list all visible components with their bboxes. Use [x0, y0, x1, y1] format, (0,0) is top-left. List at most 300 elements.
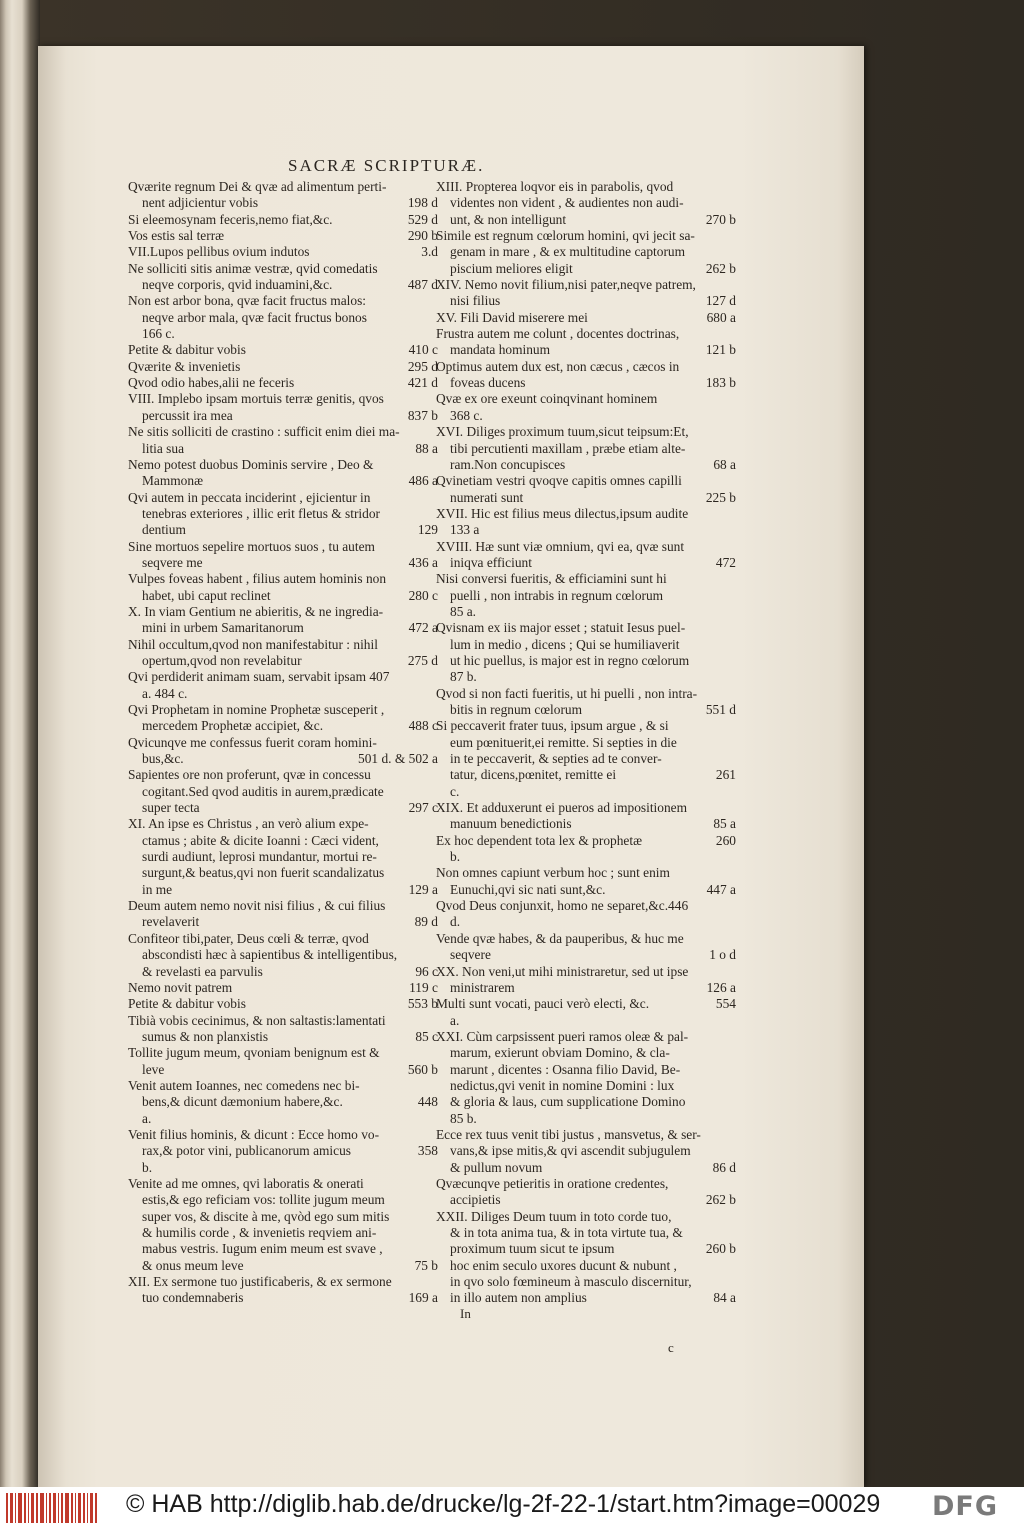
index-entry	[128, 195, 438, 211]
index-entry	[436, 964, 736, 980]
index-entry-text: Mammonæ	[142, 473, 204, 489]
index-entry-text: accipietis	[450, 1192, 501, 1208]
index-entry	[128, 980, 438, 996]
index-entry-text: mercedem Prophetæ accipiet, &c.	[142, 718, 324, 734]
index-entry-ref: 119 c	[409, 979, 438, 995]
index-entry-ref: 96 c	[415, 963, 438, 979]
index-entry-text: Deum autem nemo novit nisi filius , & cui filius	[128, 898, 386, 914]
index-entry	[436, 1013, 736, 1029]
index-entry-text: foveas ducens	[450, 375, 526, 391]
index-entry	[436, 898, 736, 914]
logo-stripe	[61, 1493, 63, 1523]
index-entry	[128, 293, 438, 309]
index-entry	[436, 277, 736, 293]
index-entry	[128, 473, 438, 489]
index-entry	[128, 490, 438, 506]
index-entry	[128, 391, 438, 407]
logo-stripe	[83, 1493, 85, 1523]
index-entry-text: 87 b.	[450, 669, 477, 685]
index-entry-text: ram.Non concupisces	[450, 456, 566, 472]
index-entry-text: Non omnes capiunt verbum hoc ; sunt enim	[436, 865, 670, 881]
book-page	[38, 46, 864, 1487]
index-entry-text: ctamus ; abite & dicite Ioanni : Cæci vident,	[142, 832, 379, 848]
index-entry-text: Ne sitis solliciti de crastino : sufficit enim diei ma-	[128, 424, 400, 440]
index-entry-text: XV. Fili David miserere mei	[436, 309, 588, 325]
index-entry-ref: 290 b	[407, 228, 438, 244]
index-entry	[128, 1062, 438, 1078]
index-entry-text: XIV. Nemo novit filium,nisi pater,neqve patrem,	[436, 277, 696, 293]
index-entry	[128, 555, 438, 571]
index-entry	[436, 391, 736, 407]
index-entry	[436, 408, 736, 424]
index-entry-text: XIX. Et adduxerunt ei pueros ad impositionem	[436, 800, 688, 816]
logo-stripe	[90, 1493, 93, 1523]
index-entry-ref: 486 a	[408, 473, 438, 489]
index-entry-text: Petite & dabitur vobis	[128, 342, 246, 358]
index-entry-ref: 260 b	[705, 1241, 736, 1257]
index-entry	[436, 310, 736, 326]
index-entry	[436, 718, 736, 734]
index-entry-text: Qvicunqve me confessus fuerit coram homini-	[128, 734, 377, 750]
index-entry	[128, 1176, 438, 1192]
index-entry-text: dentium	[142, 522, 186, 538]
index-entry-text: nedictus,qvi venit in nomine Domini : lux	[450, 1077, 675, 1093]
index-entry	[436, 1029, 736, 1045]
index-entry	[128, 1209, 438, 1225]
logo-stripe	[15, 1493, 16, 1523]
index-entry-text: a.	[450, 1012, 460, 1028]
index-entry	[436, 1143, 736, 1159]
index-entry	[436, 849, 736, 865]
index-entry-text: proximum tuum sicut te ipsum	[450, 1241, 615, 1257]
index-entry	[436, 555, 736, 571]
index-entry-text: nisi filius	[450, 293, 501, 309]
index-entry-text: Tibià vobis cecinimus, & non saltastis:lamentati	[128, 1012, 386, 1028]
index-entry-text: Nisi conversi fueritis, & efficiamini sunt hi	[436, 571, 667, 587]
index-entry	[128, 849, 438, 865]
index-entry	[436, 212, 736, 228]
index-entry-text: abscondisti hæc à sapientibus & intelligentibus,	[142, 947, 398, 963]
index-entry-text: Vos estis sal terræ	[128, 228, 225, 244]
hab-logo-icon	[6, 1493, 114, 1523]
index-entry	[436, 1209, 736, 1225]
index-entry	[436, 784, 736, 800]
index-entry	[128, 571, 438, 587]
index-entry-ref: 86 d	[712, 1159, 736, 1175]
index-entry	[128, 637, 438, 653]
index-entry-text: a. 484 c.	[142, 685, 188, 701]
index-entry-ref: 270 b	[705, 211, 736, 227]
index-entry	[436, 980, 736, 996]
index-entry-text: Nemo potest duobus Dominis servire , Deo &	[128, 456, 374, 472]
index-entry-ref: 169 a	[408, 1290, 438, 1306]
logo-stripe	[10, 1493, 13, 1523]
index-entry-text: XIII. Propterea loqvor eis in parabolis, qvod	[436, 179, 674, 194]
index-entry	[436, 620, 736, 636]
logo-stripe	[31, 1493, 34, 1523]
index-entry-text: seqvere	[450, 947, 491, 963]
index-entry	[436, 326, 736, 342]
index-entry-text: XX. Non veni,ut mihi ministraretur, sed ut ipse	[436, 963, 689, 979]
index-entry	[436, 833, 736, 849]
signature-mark: c	[668, 1340, 674, 1355]
index-entry-text: Qvi autem in peccata inciderint , ejicientur in	[128, 489, 371, 505]
index-entry	[436, 375, 736, 391]
index-entry	[128, 424, 438, 440]
index-entry	[128, 1274, 438, 1290]
index-entry-text: Multi sunt vocati, pauci verò electi, &c.	[436, 996, 650, 1012]
index-entry	[128, 342, 438, 358]
index-entry-text: sumus & non planxistis	[142, 1028, 269, 1044]
index-entry	[128, 784, 438, 800]
index-entry-text: 85 b.	[450, 1110, 477, 1126]
index-entry	[436, 637, 736, 653]
index-entry-text: 85 a.	[450, 603, 477, 619]
index-entry-text: Sine mortuos sepelire mortuos suos , tu autem	[128, 538, 375, 554]
index-entry	[436, 865, 736, 881]
index-entry	[128, 931, 438, 947]
index-entry	[128, 375, 438, 391]
index-entry-text: seqvere me	[142, 554, 203, 570]
index-entry	[128, 457, 438, 473]
index-entry	[128, 1045, 438, 1061]
index-entry-ref: 554	[715, 996, 736, 1012]
footer-source-link[interactable]: © HAB http://diglib.hab.de/drucke/lg-2f-22-1/start.htm?image=00029	[126, 1490, 881, 1518]
index-entry-ref: 280 c	[408, 587, 438, 603]
logo-stripe	[95, 1493, 97, 1523]
index-entry-text: super vos, & discite à me, qvòd ego sum mitis	[142, 1208, 390, 1224]
index-entry-ref: 127 d	[705, 293, 736, 309]
index-entry	[128, 522, 438, 538]
index-entry-text: cogitant.Sed qvod auditis in aurem,prædicate	[142, 783, 384, 799]
index-entry-text: Qvi perdiderit animam suam, servabit ipsam 407	[128, 669, 390, 685]
index-entry	[436, 1176, 736, 1192]
index-entry-ref: 84 a	[713, 1290, 736, 1306]
index-entry-text: 133 a	[450, 522, 480, 538]
index-entry-text: revelaverit	[142, 914, 200, 930]
index-entry-text: X. In viam Gentium ne abieritis, & ne ingredia-	[128, 603, 384, 619]
index-entry	[128, 1143, 438, 1159]
index-entry-ref: 447 a	[706, 881, 736, 897]
index-entry-ref: 85 a	[713, 816, 736, 832]
index-entry-text: Si peccaverit frater tuus, ipsum argue , & si	[436, 718, 669, 734]
index-entry	[436, 1045, 736, 1061]
index-entry-text: Nemo novit patrem	[128, 979, 233, 995]
index-entry-ref: 297 c	[408, 800, 438, 816]
index-entry	[128, 669, 438, 685]
index-entry-ref: 421 d	[407, 375, 438, 391]
index-entry-ref: 448	[417, 1094, 438, 1110]
index-entry-text: tatur, dicens,pœnitet, remitte ei	[450, 767, 617, 783]
index-entry-text: super tecta	[142, 800, 200, 816]
logo-stripe	[24, 1493, 26, 1523]
index-entry-text: videntes non vident , & audientes non audi-	[450, 195, 684, 211]
index-entry	[436, 1241, 736, 1257]
index-entry-text: Qvæcunqve petieritis in oratione credentes,	[436, 1175, 669, 1191]
index-entry-text: Qvod odio habes,alii ne feceris	[128, 375, 295, 391]
index-entry-text: Eunuchi,qvi sic nati sunt,&c.	[450, 881, 606, 897]
index-entry-text: Qvod si non facti fueritis, ut hi puelli , non intra-	[436, 685, 698, 701]
index-entry-ref: 275 d	[407, 652, 438, 668]
index-entry	[436, 702, 736, 718]
index-entry	[436, 751, 736, 767]
index-entry-ref: 436 a	[408, 554, 438, 570]
index-entry	[128, 1225, 438, 1241]
index-entry	[436, 293, 736, 309]
index-entry-text: marunt , dicentes : Osanna filio David, Be-	[450, 1061, 681, 1077]
index-entry	[128, 1111, 438, 1127]
index-entry-text: puelli , non intrabis in regnum cœlorum	[450, 587, 664, 603]
index-entry-text: tenebras exteriores , illic erit fletus & stridor	[142, 505, 380, 521]
logo-stripe	[40, 1493, 44, 1523]
index-entry-text: ministrarem	[450, 979, 515, 995]
index-entry	[436, 931, 736, 947]
index-entry	[128, 1160, 438, 1176]
index-entry	[128, 964, 438, 980]
index-entry-ref: 837 b	[407, 407, 438, 423]
logo-stripe	[78, 1493, 81, 1523]
index-entry	[128, 865, 438, 881]
index-entry-text: Qvi Prophetam in nomine Prophetæ susceperit ,	[128, 702, 385, 717]
index-entry-text: iniqva efficiunt	[450, 554, 532, 570]
index-entry-ref: 183 b	[705, 375, 736, 391]
index-entry	[128, 310, 438, 326]
index-entry-text: Venit autem Ioannes, nec comedens nec bi-	[128, 1077, 360, 1093]
index-entry-text: percussit ira mea	[142, 407, 233, 423]
index-entry-text: Vende qvæ habes, & da pauperibus, & huc me	[436, 930, 684, 946]
index-entry-text: 166 c.	[142, 326, 175, 342]
index-entry	[128, 1094, 438, 1110]
index-entry	[436, 457, 736, 473]
index-entry-text: opertum,qvod non revelabitur	[142, 652, 302, 668]
index-entry	[128, 914, 438, 930]
logo-stripe	[58, 1493, 59, 1523]
index-entry	[128, 800, 438, 816]
index-entry-ref: 358	[417, 1143, 438, 1159]
index-entry	[436, 195, 736, 211]
index-entry	[128, 702, 438, 718]
index-entry-text: tuo condemnaberis	[142, 1290, 244, 1306]
index-entry-text: Ex hoc dependent tota lex & prophetæ	[436, 832, 643, 848]
index-entry	[436, 1258, 736, 1274]
index-entry-ref: 680 a	[706, 309, 736, 325]
index-entry-text: Qværite & invenietis	[128, 358, 241, 374]
index-entry-text: & gloria & laus, cum supplicatione Domino	[450, 1094, 686, 1110]
index-entry-text: litia sua	[142, 440, 185, 456]
index-entry	[436, 424, 736, 440]
index-entry	[128, 751, 438, 767]
index-entry-text: tibi percutienti maxillam , præbe etiam alte-	[450, 440, 686, 456]
index-entry	[436, 996, 736, 1012]
index-entry-ref: 129 a	[408, 881, 438, 897]
index-entry	[128, 1029, 438, 1045]
index-entry	[128, 212, 438, 228]
index-entry-text: XXII. Diliges Deum tuum in toto corde tuo,	[436, 1208, 672, 1224]
index-entry-text: habet, ubi caput reclinet	[142, 587, 271, 603]
index-entry-ref: 126 a	[706, 979, 736, 995]
logo-stripe	[65, 1493, 69, 1523]
index-entry	[128, 261, 438, 277]
index-entry-ref: 472 a	[408, 620, 438, 636]
index-entry	[128, 816, 438, 832]
index-entry-text: a.	[142, 1110, 152, 1126]
index-entry-text: & pullum novum	[450, 1159, 543, 1175]
index-entry-text: Qvinetiam vestri qvoqve capitis omnes capilli	[436, 473, 682, 489]
logo-stripe	[28, 1493, 29, 1523]
index-entry	[128, 1258, 438, 1274]
index-entry-ref: 551 d	[705, 702, 736, 717]
book-spine-edge	[0, 0, 40, 1487]
logo-stripe	[49, 1493, 51, 1523]
index-entry-text: & onus meum leve	[142, 1257, 244, 1273]
index-entry-text: manuum benedictionis	[450, 816, 572, 832]
index-entry-text: eum pœnituerit,ei remitte. Si septies in die	[450, 734, 677, 750]
index-entry-text: VII.Lupos pellibus ovium indutos	[128, 244, 310, 260]
index-entry-text: Venit filius hominis, & dicunt : Ecce homo vo-	[128, 1126, 380, 1142]
index-entry-ref: 560 b	[407, 1061, 438, 1077]
index-entry-ref: 75 b	[414, 1257, 438, 1273]
index-column-right	[436, 179, 736, 1307]
index-entry-text: in me	[142, 881, 173, 897]
index-entry-text: b.	[142, 1159, 153, 1175]
index-entry-text: Non est arbor bona, qvæ facit fructus malos:	[128, 293, 366, 309]
index-entry-ref: 501 d. & 502 a	[358, 751, 438, 767]
index-entry	[436, 1111, 736, 1127]
index-entry	[128, 653, 438, 669]
logo-stripe	[53, 1493, 56, 1523]
index-entry	[436, 359, 736, 375]
index-entry-text: Tollite jugum meum, qvoniam benignum est &	[128, 1045, 380, 1061]
index-entry	[436, 506, 736, 522]
index-entry	[436, 767, 736, 783]
index-entry	[128, 359, 438, 375]
logo-stripe	[71, 1493, 73, 1523]
index-entry	[128, 620, 438, 636]
index-entry-text: marum, exierunt obviam Domino, & cla-	[450, 1045, 670, 1061]
index-entry	[128, 1127, 438, 1143]
index-entry	[436, 1274, 736, 1290]
logo-stripe	[87, 1493, 88, 1523]
index-entry-ref: 225 b	[705, 489, 736, 505]
index-entry-text: Si eleemosynam feceris,nemo fiat,&c.	[128, 211, 333, 227]
index-entry-text: nent adjicientur vobis	[142, 195, 259, 211]
index-entry-text: in qvo solo fœmineum à masculo discernitur,	[450, 1274, 692, 1290]
index-entry-text: hoc enim seculo uxores ducunt & nubunt ,	[450, 1257, 677, 1273]
index-entry	[128, 506, 438, 522]
index-entry	[436, 1290, 736, 1306]
index-entry	[436, 522, 736, 538]
index-entry-ref: 295 d	[407, 358, 438, 374]
index-entry-ref: 410 c	[408, 342, 438, 358]
logo-stripe	[75, 1493, 76, 1523]
index-entry	[436, 342, 736, 358]
index-entry	[128, 996, 438, 1012]
index-entry-text: rax,& potor vini, publicanorum amicus	[142, 1143, 351, 1159]
index-entry-text: & revelasti ea parvulis	[142, 963, 263, 979]
index-entry-ref: 472	[715, 554, 736, 570]
index-column-left	[128, 179, 438, 1307]
index-entry	[128, 718, 438, 734]
index-entry-text: Sapientes ore non proferunt, qvæ in concessu	[128, 767, 371, 783]
index-entry-ref: 3.d	[421, 244, 438, 260]
index-entry-text: mini in urbem Samaritanorum	[142, 620, 304, 636]
index-entry-text: Frustra autem me colunt , docentes doctrinas,	[436, 326, 680, 342]
index-entry	[436, 228, 736, 244]
index-entry-text: XXI. Cùm carpsissent pueri ramos oleæ & pal-	[436, 1028, 689, 1044]
index-entry	[436, 800, 736, 816]
index-entry	[436, 261, 736, 277]
index-entry-text: Simile est regnum cœlorum homini, qvi jecit sa-	[436, 228, 695, 244]
index-entry-text: numerati sunt	[450, 489, 524, 505]
index-entry	[128, 1192, 438, 1208]
index-entry	[436, 588, 736, 604]
index-entry-text: Qvod Deus conjunxit, homo ne separet,&c.446	[436, 898, 689, 914]
index-entry	[128, 1241, 438, 1257]
index-entry-text: Qværite regnum Dei & qvæ ad alimentum perti-	[128, 179, 387, 194]
index-entry-ref: 553 b	[407, 996, 438, 1012]
index-entry-text: leve	[142, 1061, 165, 1077]
index-entry	[436, 947, 736, 963]
index-entry-text: Optimus autem dux est, non cæcus , cæcos in	[436, 358, 680, 374]
index-entry	[128, 539, 438, 555]
index-entry-text: Qvæ ex ore exeunt coinqvinant hominem	[436, 391, 658, 407]
index-entry-text: Petite & dabitur vobis	[128, 996, 246, 1012]
index-entry-ref: 487 d	[407, 277, 438, 293]
page-title: SACRÆ SCRIPTURÆ.	[288, 156, 485, 175]
index-entry	[128, 1290, 438, 1306]
index-entry-text: Confiteor tibi,pater, Deus cœli & terræ, qvod	[128, 930, 369, 946]
index-entry	[436, 1094, 736, 1110]
index-entry	[128, 326, 438, 342]
index-entry	[436, 1192, 736, 1208]
index-entry-text: Vulpes foveas habent , filius autem hominis non	[128, 571, 387, 587]
index-entry-text: estis,& ego reficiam vos: tollite jugum meum	[142, 1192, 385, 1208]
index-entry	[436, 1225, 736, 1241]
index-entry	[128, 588, 438, 604]
index-entry-text: unt, & non intelligunt	[450, 211, 567, 227]
index-entry-ref: 198 d	[407, 195, 438, 211]
index-entry-text: 368 c.	[450, 407, 483, 423]
index-entry	[436, 473, 736, 489]
margin-mark: In	[460, 1306, 471, 1321]
index-entry	[436, 490, 736, 506]
index-entry-text: & humilis corde , & invenietis reqviem ani-	[142, 1225, 377, 1240]
index-entry	[128, 898, 438, 914]
index-entry	[128, 686, 438, 702]
index-entry-text: ut hic puellus, is major est in regno cœlorum	[450, 652, 690, 668]
index-entry	[128, 767, 438, 783]
index-entry	[436, 1160, 736, 1176]
index-entry	[128, 1013, 438, 1029]
index-entry	[436, 882, 736, 898]
index-entry-text: in illo autem non amplius	[450, 1290, 587, 1306]
index-entry-text: surgunt,& beatus,qvi non fuerit scandalizatus	[142, 865, 385, 881]
index-entry-ref: 261	[715, 767, 736, 783]
index-entry-text: c.	[450, 783, 460, 799]
dfg-logo: DFG	[932, 1491, 999, 1522]
index-entry-text: b.	[450, 849, 461, 865]
index-entry-text: neqve arbor mala, qvæ facit fructus bonos	[142, 309, 367, 325]
viewer-footer	[0, 1487, 1024, 1529]
index-entry-text: Qvisnam ex iis major esset ; statuit Iesus puel-	[436, 620, 686, 636]
index-entry-text: XVIII. Hæ sunt viæ omnium, qvi ea, qvæ sunt	[436, 538, 685, 554]
index-entry-text: bus,&c.	[142, 751, 184, 767]
index-entry	[128, 735, 438, 751]
index-entry	[436, 179, 736, 195]
index-entry	[436, 816, 736, 832]
index-entry-text: lum in medio , dicens ; Qui se humiliaverit	[450, 636, 680, 652]
index-entry	[128, 244, 438, 260]
